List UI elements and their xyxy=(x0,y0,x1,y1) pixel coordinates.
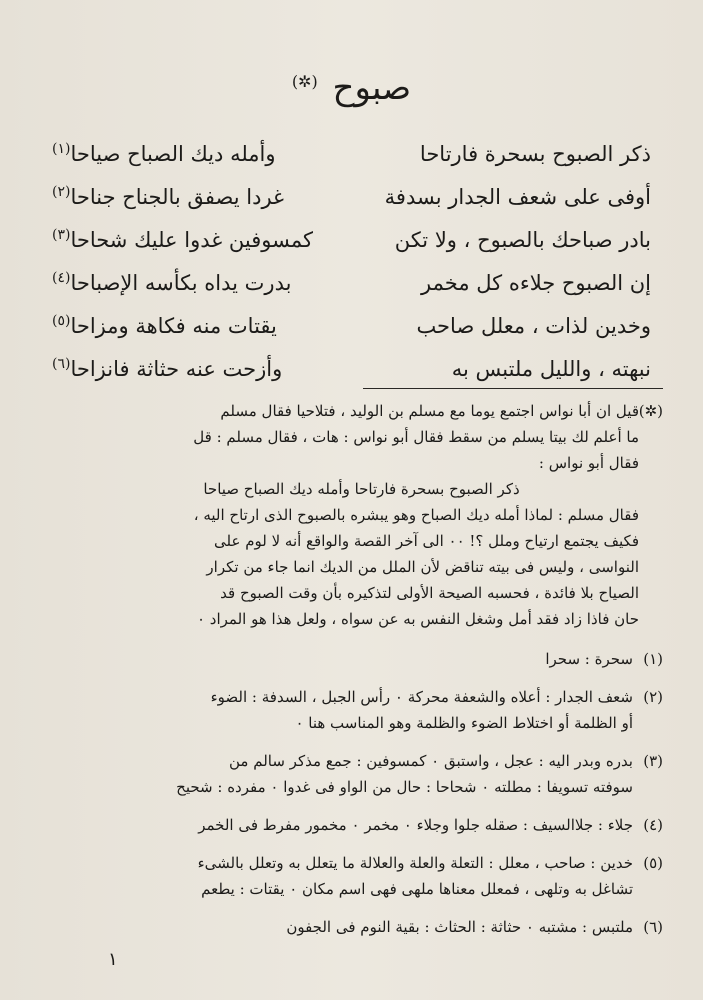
footnote-line: خدين : صاحب ، معلل : التعلة والعلة والعلالة ما يتعلل به وتعلل بالشىء xyxy=(197,854,633,872)
verse xyxy=(52,300,651,343)
footnote-line: جلاء : جلاالسيف : صقله جلوا وجلاء ٠ مخمر ٠ مخمور مفرط فى الخمر xyxy=(198,816,633,834)
footnote-2 xyxy=(44,684,663,736)
footnote-line: قيل ان أبا نواس اجتمع يوما مع مسلم بن الوليد ، فتلاحيا فقال مسلم xyxy=(220,402,639,420)
footnote-line: بدره وبدر اليه : عجل ، واستبق ٠ كمسوفين : جمع مذكر سالم من xyxy=(229,752,633,770)
verse-note-number: (٣) xyxy=(52,227,71,243)
verse-first-hemistich: وخدين لذات ، معلل صاحب xyxy=(416,314,651,338)
poem-title xyxy=(0,68,703,108)
verse xyxy=(52,214,651,257)
footnote-line: فقال مسلم : لماذا أمله ديك الصباح وهو يبشره بالصبوح الذى ارتاح اليه ، xyxy=(193,506,639,524)
footnote-line: سوفته تسويفا : مطلته ٠ شحاحا : حال من الواو فى غدوا ٠ مفرده : شحيح xyxy=(176,778,633,796)
footnote-number: (٤) xyxy=(643,816,663,834)
verse-second-hemistich xyxy=(52,128,340,176)
footnote-line: شعف الجدار : أعلاه والشعفة محركة ٠ رأس الجبل ، السدفة : الضوء xyxy=(210,688,633,706)
verse-second-hemistich-text: كمسوفين غدوا عليك شحاحا xyxy=(70,228,314,252)
title-note-marker: (✲) xyxy=(291,71,318,91)
verse-note-number: (١) xyxy=(52,141,71,157)
footnote-text xyxy=(44,914,633,940)
footnote-line: تشاغل به وتلهى ، فمعلل معناها ملهى فهى اسم مكان ٠ يقتات : يطعم xyxy=(201,880,633,898)
verse-first-hemistich: ذكر الصبوح بسحرة فارتاحا xyxy=(419,142,651,166)
footnote-3 xyxy=(44,748,663,800)
poem-body xyxy=(52,128,651,386)
verse-note-number: (٤) xyxy=(52,270,71,286)
verse-second-hemistich xyxy=(52,257,340,305)
verse-second-hemistich-text: وأزحت عنه حثاثة فانزاحا xyxy=(70,357,283,381)
title-footnote-text xyxy=(44,398,639,632)
quoted-verse: ذكر الصبوح بسحرة فارتاحا وأمله ديك الصباح صياحا xyxy=(203,480,520,498)
verse-first-hemistich: إن الصبوح جلاءه كل مخمر xyxy=(421,271,651,295)
verse-note-number: (٢) xyxy=(52,184,71,200)
footnote-separator-rule xyxy=(363,388,663,389)
footnote-line: ملتبس : مشتبه ٠ حثاثة : الحثاث : بقية النوم فى الجفون xyxy=(286,918,633,936)
footnotes-section xyxy=(44,398,663,952)
verse xyxy=(52,257,651,300)
verse-second-hemistich-text: بدرت يداه بكأسه الإصباحا xyxy=(70,271,292,295)
verse-second-hemistich-text: وأمله ديك الصباح صياحا xyxy=(70,142,276,166)
verse-second-hemistich xyxy=(52,171,340,219)
footnote-5 xyxy=(44,850,663,902)
verse-second-hemistich xyxy=(52,343,340,391)
footnote-6 xyxy=(44,914,663,940)
footnote-line: ما أعلم لك بيتا يسلم من سقط فقال أبو نواس : هات ، فقال مسلم : قل xyxy=(193,428,639,446)
title-footnote xyxy=(44,398,663,632)
footnote-line: فقال أبو نواس : xyxy=(538,454,639,472)
verse-first-hemistich: أوفى على شعف الجدار بسدفة xyxy=(384,185,651,209)
verse-note-number: (٦) xyxy=(52,356,71,372)
verse-first-hemistich: نبهته ، والليل ملتبس به xyxy=(451,357,651,381)
footnote-text xyxy=(44,646,633,672)
verse-first-hemistich: بادر صباحك بالصبوح ، ولا تكن xyxy=(394,228,651,252)
verse-note-number: (٥) xyxy=(52,313,71,329)
footnote-1 xyxy=(44,646,663,672)
page-number: ١ xyxy=(108,949,118,970)
footnote-line: الصياح بلا فائدة ، فحسبه الصيحة الأولى لتذكيره بأن وقت الصبوح قد xyxy=(220,584,639,602)
footnote-line: النواسى ، وليس فى بيته تناقض لأن الملل من الديك انما جاء من تكرار xyxy=(206,558,639,576)
verse-second-hemistich xyxy=(52,214,340,262)
footnote-line: حان فاذا زاد فقد أمل وشغل النفس به عن سواه ، ولعل هذا هو المراد ٠ xyxy=(196,610,639,628)
verse xyxy=(52,128,651,171)
footnote-line: فكيف يجتمع ارتياح وملل ؟! ٠٠ الى آخر القصة والواقع أنه لا لوم على xyxy=(214,532,639,550)
verse-second-hemistich xyxy=(52,300,340,348)
footnote-line: سحرة : سحرا xyxy=(545,650,633,668)
footnote-line: أو الظلمة أو اختلاط الضوء والظلمة وهو المناسب هنا ٠ xyxy=(295,714,633,732)
footnote-number: (٦) xyxy=(643,918,663,936)
footnote-text xyxy=(44,850,633,902)
title-footnote-marker: (✲) xyxy=(638,402,663,420)
footnote-number: (٢) xyxy=(643,688,663,706)
footnote-number: (١) xyxy=(643,650,663,668)
footnote-text xyxy=(44,812,633,838)
verse xyxy=(52,343,651,386)
verse-second-hemistich-text: يقتات منه فكاهة ومزاحا xyxy=(70,314,277,338)
verse xyxy=(52,171,651,214)
footnote-number: (٥) xyxy=(643,854,663,872)
footnote-number: (٣) xyxy=(643,752,663,770)
footnote-text xyxy=(44,684,633,736)
poem-title-text: صبوح xyxy=(332,68,412,108)
verse-second-hemistich-text: غردا يصفق بالجناح جناحا xyxy=(70,185,285,209)
footnote-text xyxy=(44,748,633,800)
footnote-4 xyxy=(44,812,663,838)
